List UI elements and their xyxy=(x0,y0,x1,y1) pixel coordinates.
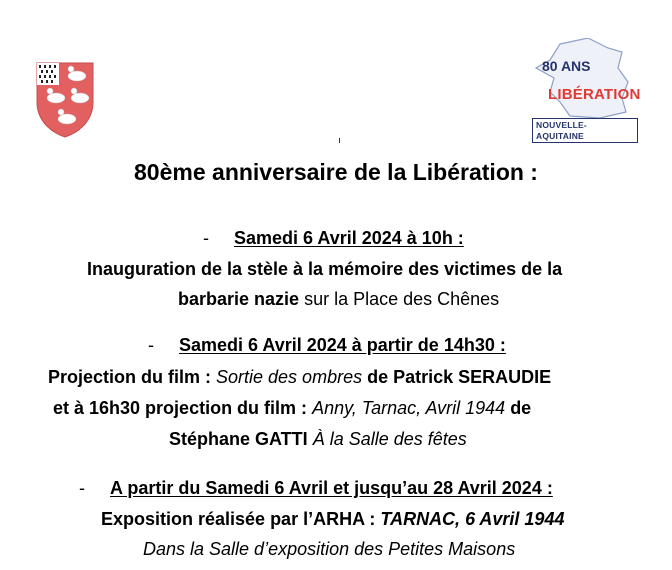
film-title: Sortie des ombres xyxy=(216,367,363,387)
event-1-heading: Samedi 6 Avril 2024 à 10h : xyxy=(234,228,464,248)
event-1-bold-text: barbarie nazie xyxy=(178,289,300,309)
text-run: et à 16h30 projection du film : xyxy=(53,398,313,418)
event-3-heading-line xyxy=(79,477,553,499)
text-run: de Patrick SERAUDIE xyxy=(362,367,552,387)
venue-text: À la Salle des fêtes xyxy=(307,429,467,449)
coat-of-arms-icon xyxy=(36,62,94,138)
event-3-heading: A partir du Samedi 6 Avril et jusqu’au 28 Avril 2024 : xyxy=(110,478,553,498)
event-2-line-2 xyxy=(53,397,531,419)
bullet: - xyxy=(148,335,154,355)
text-run: Exposition réalisée par l’ARHA : xyxy=(101,509,381,529)
exhibition-title: TARNAC, 6 Avril 1944 xyxy=(380,509,565,529)
event-3-line-1 xyxy=(101,508,564,530)
event-3-line-2: Dans la Salle d’exposition des Petites Maisons xyxy=(143,539,516,559)
logo-line-3: NOUVELLE-AQUITAINE xyxy=(532,118,638,143)
film-title: Anny, Tarnac, Avril 1944 xyxy=(312,398,506,418)
text-run: Projection du film : xyxy=(48,367,217,387)
bullet: - xyxy=(203,228,209,248)
text-run: Stéphane GATTI xyxy=(169,429,308,449)
bullet: - xyxy=(79,478,85,498)
logo-line-1: 80 ANS xyxy=(542,58,591,74)
event-1-plain-text: sur la Place des Chênes xyxy=(299,289,500,309)
divider-mark xyxy=(339,138,340,143)
event-2-heading: Samedi 6 Avril 2024 à partir de 14h30 : xyxy=(179,335,506,355)
liberation-80-logo xyxy=(530,38,641,141)
event-1-line-2 xyxy=(178,288,499,310)
event-2-heading-line xyxy=(148,334,506,356)
event-1-line-1: Inauguration de la stèle à la mémoire des victimes de la xyxy=(87,259,563,279)
text-run: de xyxy=(505,398,532,418)
page-title: 80ème anniversaire de la Libération : xyxy=(134,159,538,185)
event-1-heading-line xyxy=(203,227,464,249)
logo-line-2: LIBÉRATION xyxy=(548,86,641,103)
event-2-line-1 xyxy=(48,366,551,388)
event-2-line-3 xyxy=(169,428,467,450)
